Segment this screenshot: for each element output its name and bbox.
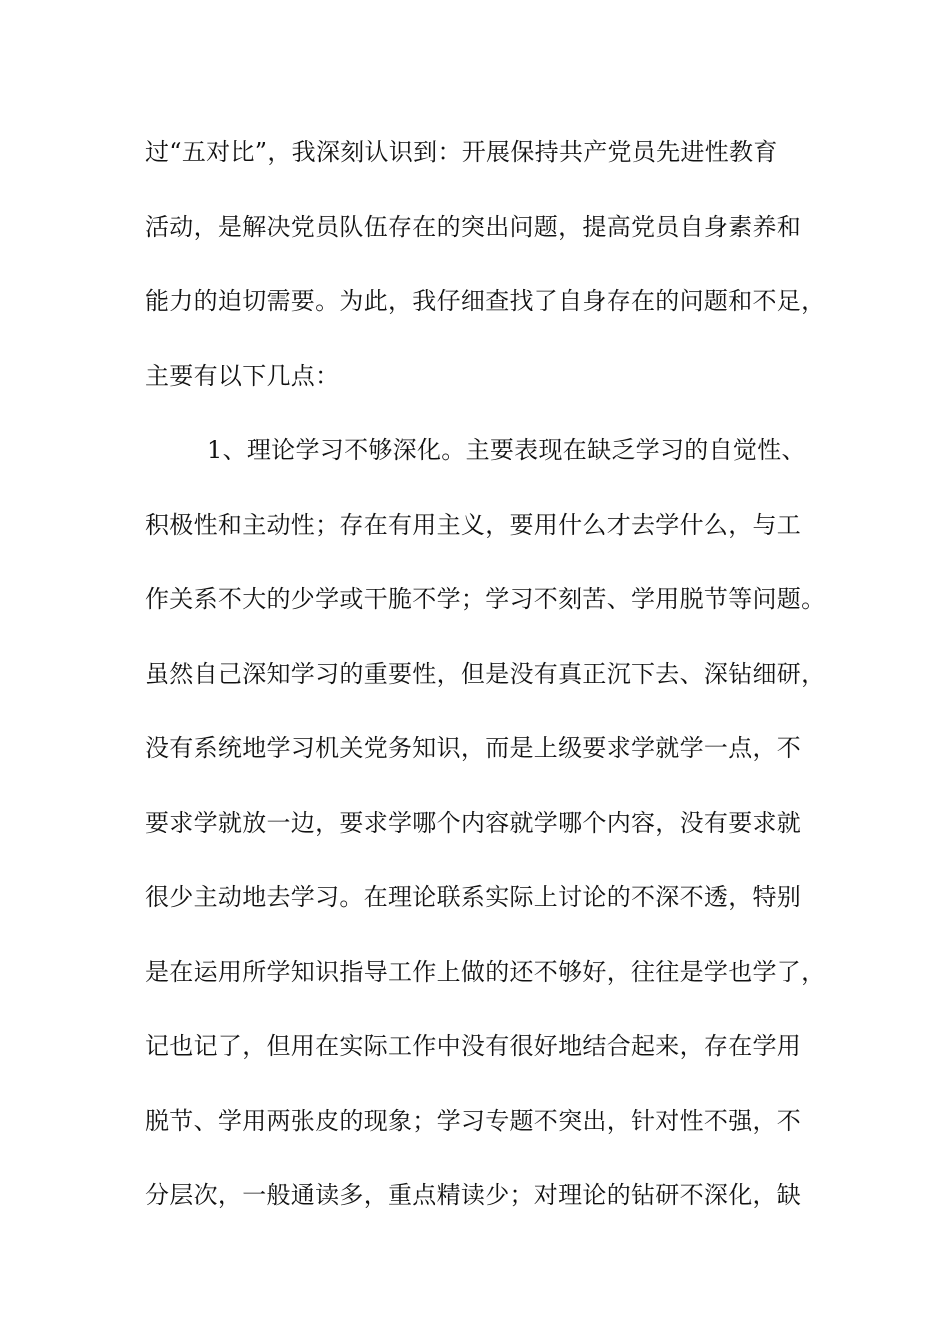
text-line: 虽然自己深知学习的重要性，但是没有真正沉下去、深钻细研， bbox=[145, 659, 826, 688]
text-line: 能力的迫切需要。为此，我仔细查找了自身存在的问题和不足， bbox=[145, 287, 826, 315]
text-line: 很少主动地去学习。在理论联系实际上讨论的不深不透，特别 bbox=[145, 883, 802, 911]
document-body bbox=[145, 126, 835, 1244]
text-line: 作关系不大的少学或干脆不学；学习不刻苦、学用脱节等问题。 bbox=[145, 585, 826, 613]
text-line: 过“五对比”，我深刻认识到：开展保持共产党员先进性教育 bbox=[145, 138, 778, 166]
text-line: 活动，是解决党员队伍存在的突出问题，提高党员自身素养和 bbox=[145, 212, 802, 241]
text-line-paragraph-start: 1、理论学习不够深化。主要表现在缺乏学习的自觉性、 bbox=[207, 436, 806, 464]
text-line: 是在运用所学知识指导工作上做的还不够好，往往是学也学了， bbox=[145, 957, 826, 986]
text-line: 记也记了，但用在实际工作中没有很好地结合起来，存在学用 bbox=[145, 1032, 802, 1060]
text-line: 积极性和主动性；存在有用主义，要用什么才去学什么，与工 bbox=[145, 510, 802, 539]
text-line: 主要有以下几点： bbox=[145, 361, 340, 390]
text-line: 要求学就放一边，要求学哪个内容就学哪个内容，没有要求就 bbox=[145, 808, 802, 837]
text-line: 没有系统地学习机关党务知识，而是上级要求学就学一点，不 bbox=[145, 734, 802, 762]
text-line: 脱节、学用两张皮的现象；学习专题不突出，针对性不强，不 bbox=[145, 1106, 802, 1135]
text-line: 分层次，一般通读多，重点精读少；对理论的钻研不深化，缺 bbox=[145, 1181, 802, 1209]
